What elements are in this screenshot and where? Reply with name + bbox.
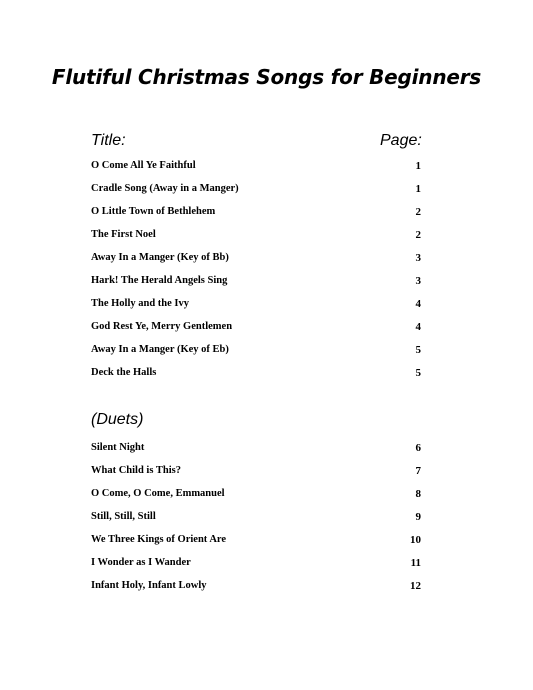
song-page-number: 2 xyxy=(415,206,421,218)
duet-page-number: 8 xyxy=(415,488,421,500)
song-row xyxy=(91,364,421,387)
song-title: Away In a Manger (Key of Eb) xyxy=(91,344,229,355)
song-page-number: 5 xyxy=(415,367,421,379)
duet-title: Silent Night xyxy=(91,442,145,453)
duet-page-number: 10 xyxy=(410,534,421,546)
duet-row xyxy=(91,577,421,600)
song-row xyxy=(91,180,421,203)
duet-row xyxy=(91,554,421,577)
song-page-number: 4 xyxy=(415,298,421,310)
song-title: O Little Town of Bethlehem xyxy=(91,206,216,217)
song-row xyxy=(91,272,421,295)
song-title: Deck the Halls xyxy=(91,367,157,378)
song-row xyxy=(91,295,421,318)
duet-title: Still, Still, Still xyxy=(91,511,156,522)
duet-title: I Wonder as I Wander xyxy=(91,557,191,568)
song-page-number: 1 xyxy=(415,160,421,172)
duets-section-heading: (Duets) xyxy=(91,411,144,428)
song-title: Away In a Manger (Key of Bb) xyxy=(91,252,229,263)
duet-title: O Come, O Come, Emmanuel xyxy=(91,488,225,499)
song-row xyxy=(91,318,421,341)
song-page-number: 5 xyxy=(415,344,421,356)
title-column-header: Title: xyxy=(91,132,126,149)
duet-title: Infant Holy, Infant Lowly xyxy=(91,580,207,591)
song-title: The Holly and the Ivy xyxy=(91,298,190,309)
duet-page-number: 6 xyxy=(415,442,421,454)
duet-page-number: 12 xyxy=(410,580,421,592)
song-row xyxy=(91,203,421,226)
song-page-number: 3 xyxy=(415,275,421,287)
song-row xyxy=(91,157,421,180)
song-page-number: 2 xyxy=(415,229,421,241)
song-title: Cradle Song (Away in a Manger) xyxy=(91,183,239,194)
songs-list xyxy=(91,157,421,387)
duet-title: What Child is This? xyxy=(91,465,181,476)
song-title: O Come All Ye Faithful xyxy=(91,160,196,171)
song-page-number: 1 xyxy=(415,183,421,195)
duet-title: We Three Kings of Orient Are xyxy=(91,534,227,545)
song-page-number: 3 xyxy=(415,252,421,264)
song-title: Hark! The Herald Angels Sing xyxy=(91,275,228,286)
duet-page-number: 9 xyxy=(415,511,421,523)
duet-row xyxy=(91,508,421,531)
duet-row xyxy=(91,462,421,485)
duet-row xyxy=(91,531,421,554)
song-row xyxy=(91,226,421,249)
song-title: God Rest Ye, Merry Gentlemen xyxy=(91,321,233,332)
song-row xyxy=(91,249,421,272)
song-row xyxy=(91,341,421,364)
duet-page-number: 7 xyxy=(415,465,421,477)
song-title: The First Noel xyxy=(91,229,156,240)
document-title: Flutiful Christmas Songs for Beginners xyxy=(51,65,482,89)
page-column-header: Page: xyxy=(380,132,422,149)
duet-page-number: 11 xyxy=(410,557,421,569)
song-page-number: 4 xyxy=(415,321,421,333)
duet-row xyxy=(91,439,421,462)
duet-row xyxy=(91,485,421,508)
duets-list xyxy=(91,439,421,600)
